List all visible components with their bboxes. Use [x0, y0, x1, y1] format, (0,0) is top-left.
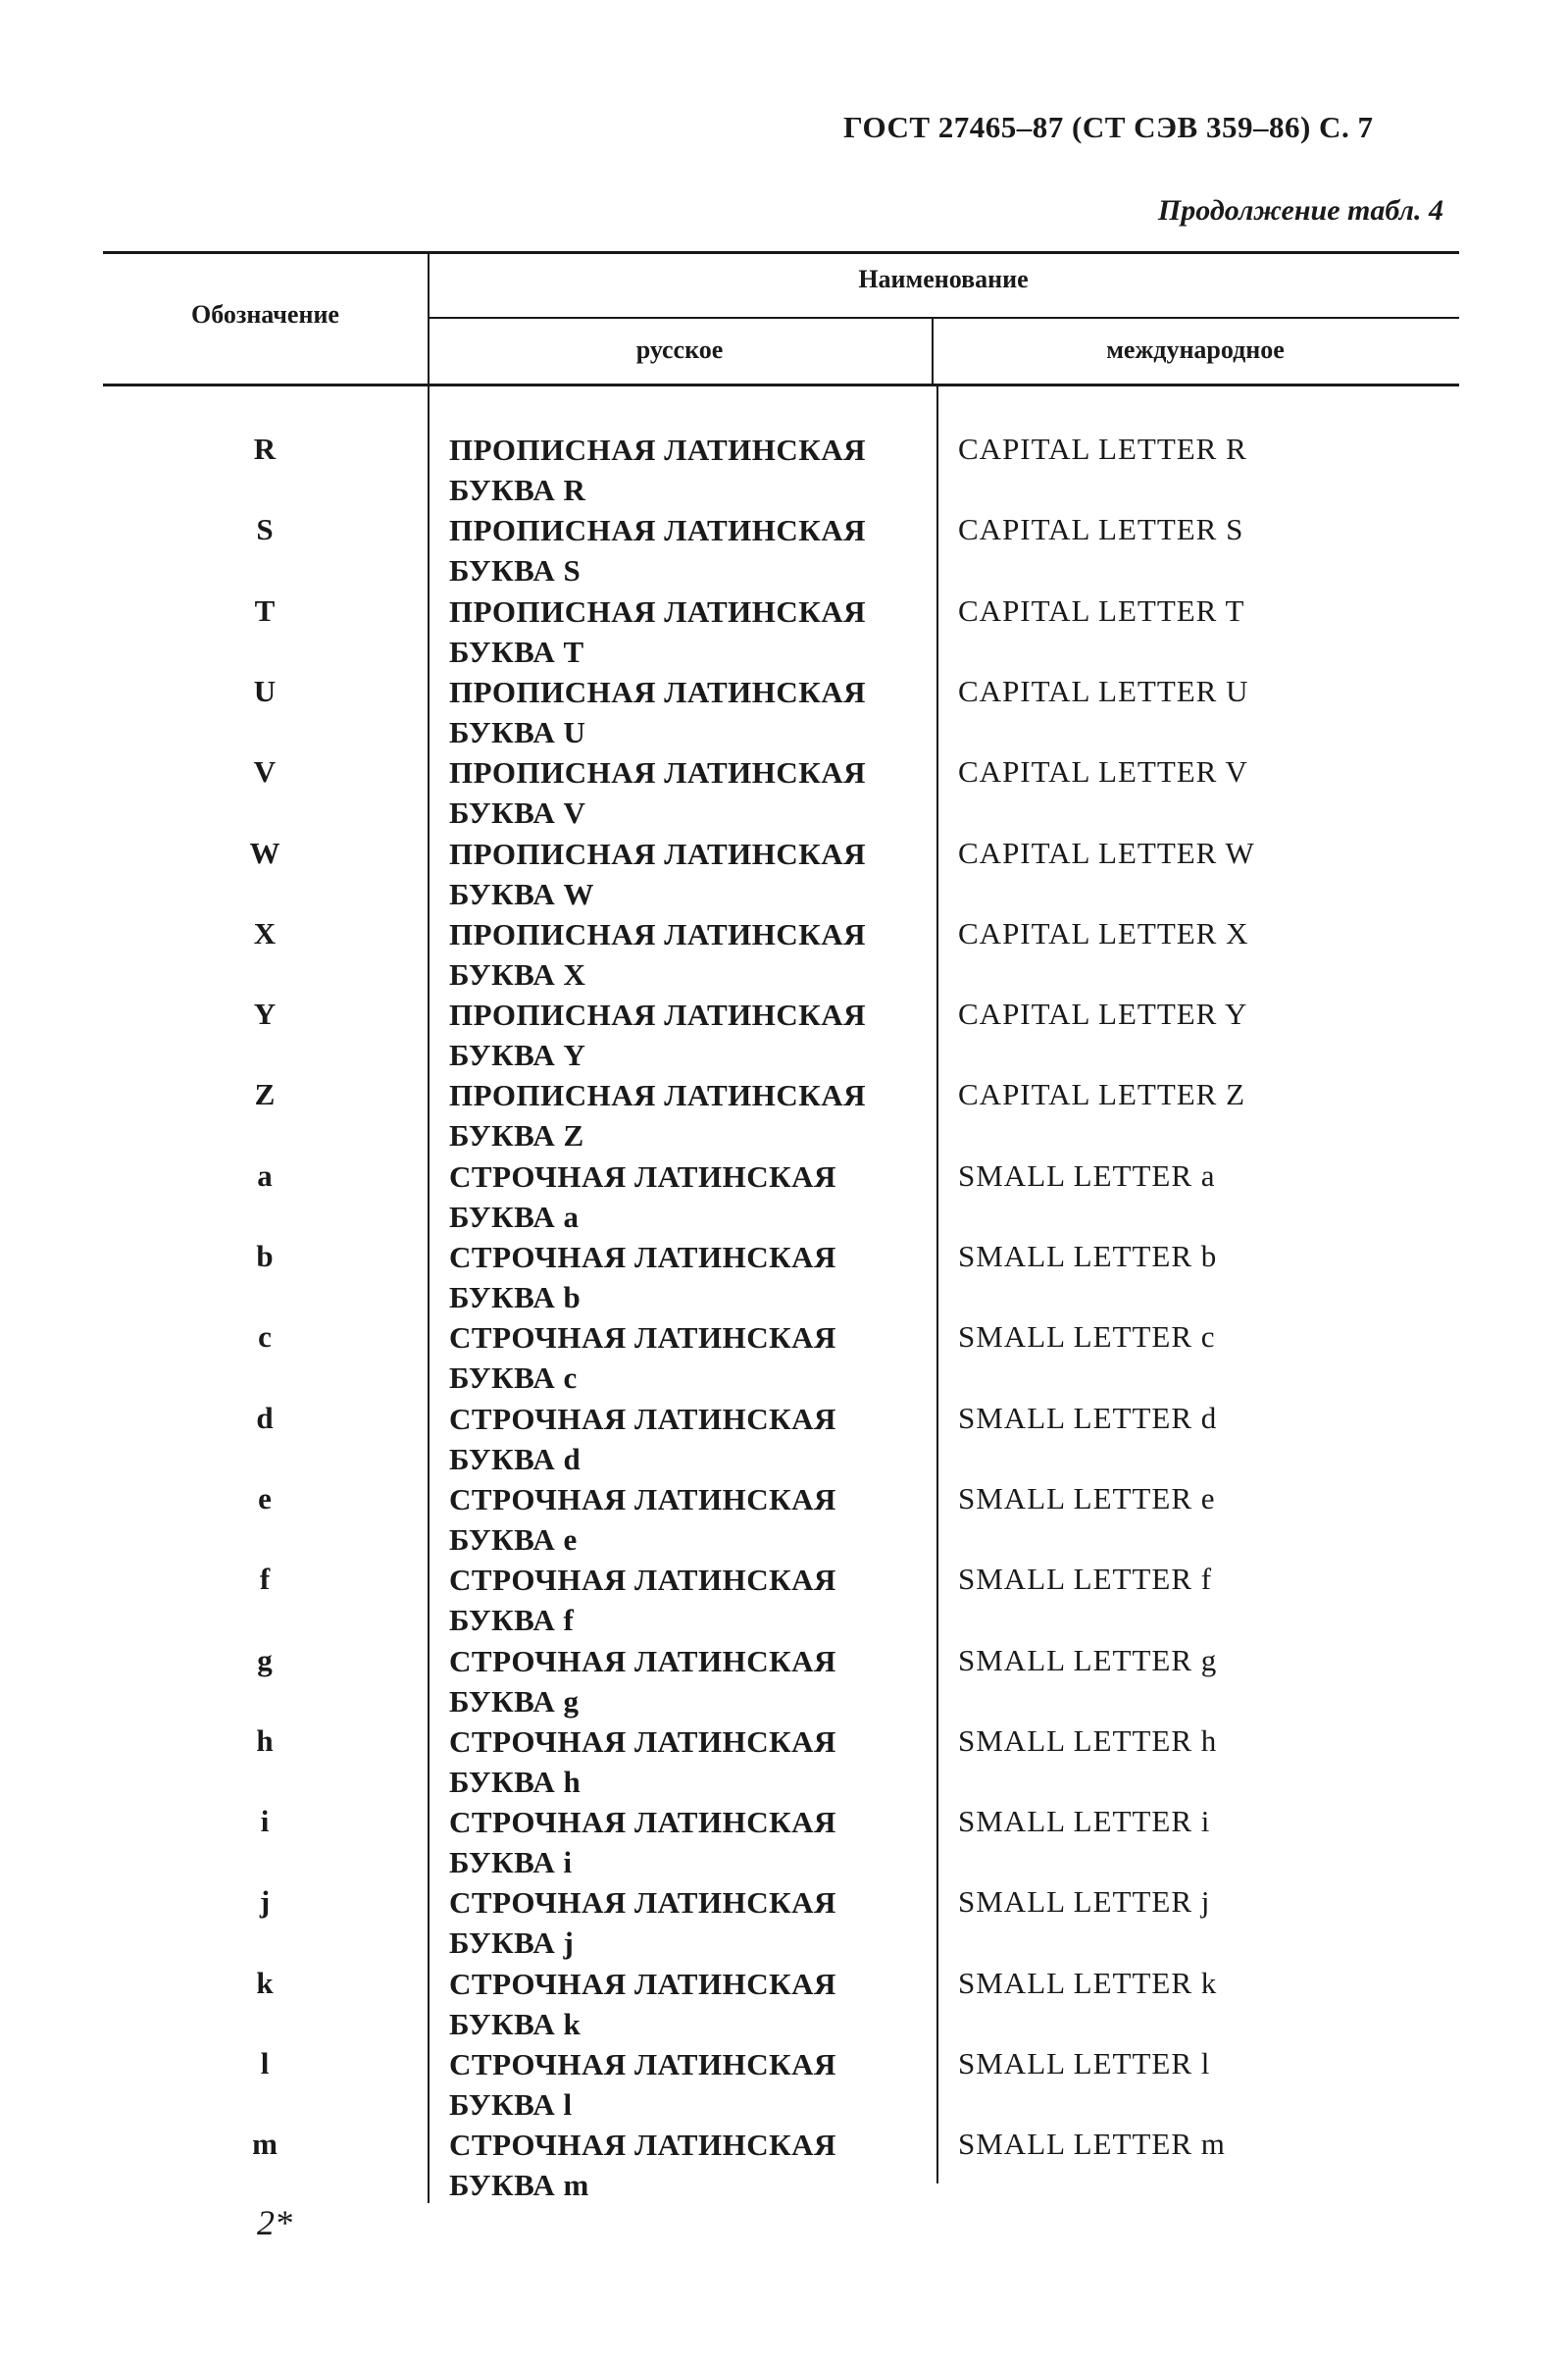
row-international-name: SMALL LETTER g	[958, 1643, 1218, 1677]
row-symbol: j	[259, 1884, 271, 1919]
row-symbol: W	[249, 836, 280, 870]
russian-name-line1: СТРОЧНАЯ ЛАТИНСКАЯ	[449, 2047, 836, 2081]
russian-name-line1: ПРОПИСНАЯ ЛАТИНСКАЯ	[449, 755, 867, 790]
russian-name-line2: БУКВА R	[449, 473, 586, 507]
russian-name-line2: БУКВА e	[449, 1522, 578, 1557]
row-russian-name	[449, 2044, 939, 2125]
row-international-name: SMALL LETTER k	[958, 1966, 1218, 2000]
russian-name-line1: ПРОПИСНАЯ ЛАТИНСКАЯ	[449, 675, 867, 709]
russian-name-line2: БУКВА S	[449, 553, 582, 588]
row-symbol: R	[253, 432, 277, 466]
row-symbol: V	[253, 754, 277, 789]
russian-name-line2: БУКВА l	[449, 2087, 573, 2122]
row-international-name: CAPITAL LETTER W	[958, 836, 1255, 870]
russian-name-line2: БУКВА Z	[449, 1118, 584, 1153]
russian-name-line2: БУКВА g	[449, 1684, 580, 1719]
russian-name-line2: БУКВА W	[449, 877, 594, 911]
row-russian-name	[449, 1802, 939, 1882]
russian-name-line1: СТРОЧНАЯ ЛАТИНСКАЯ	[449, 1402, 836, 1436]
row-international-name: SMALL LETTER e	[958, 1481, 1216, 1515]
row-symbol: d	[256, 1401, 274, 1435]
russian-name-line1: СТРОЧНАЯ ЛАТИНСКАЯ	[449, 1482, 836, 1516]
row-symbol: U	[253, 674, 277, 708]
row-international-name: CAPITAL LETTER U	[958, 674, 1249, 708]
row-international-name: CAPITAL LETTER S	[958, 512, 1244, 546]
russian-name-line1: ПРОПИСНАЯ ЛАТИНСКАЯ	[449, 594, 867, 629]
row-russian-name	[449, 1075, 939, 1155]
row-russian-name	[449, 510, 939, 590]
row-russian-name	[449, 1882, 939, 1963]
russian-name-line1: ПРОПИСНАЯ ЛАТИНСКАЯ	[449, 917, 867, 951]
row-symbol: h	[256, 1723, 274, 1758]
russian-name-line1: ПРОПИСНАЯ ЛАТИНСКАЯ	[449, 837, 867, 871]
russian-name-line2: БУКВА j	[449, 1926, 575, 1960]
row-russian-name	[449, 1156, 939, 1237]
russian-name-line2: БУКВА i	[449, 1845, 573, 1879]
russian-name-line1: СТРОЧНАЯ ЛАТИНСКАЯ	[449, 2128, 836, 2162]
row-symbol: i	[260, 1804, 270, 1838]
russian-name-line2: БУКВА X	[449, 957, 586, 992]
russian-name-line2: БУКВА f	[449, 1603, 575, 1637]
russian-name-line1: СТРОЧНАЯ ЛАТИНСКАЯ	[449, 1320, 836, 1355]
row-symbol: e	[258, 1481, 272, 1515]
russian-name-line1: ПРОПИСНАЯ ЛАТИНСКАЯ	[449, 433, 867, 467]
russian-name-line2: БУКВА k	[449, 2007, 582, 2041]
row-russian-name	[449, 2125, 939, 2205]
row-international-name: SMALL LETTER h	[958, 1723, 1218, 1758]
row-international-name: SMALL LETTER f	[958, 1562, 1213, 1596]
row-international-name: CAPITAL LETTER R	[958, 432, 1247, 466]
row-russian-name	[449, 1317, 939, 1398]
russian-name-line1: СТРОЧНАЯ ЛАТИНСКАЯ	[449, 1159, 836, 1194]
footnote: 2*	[257, 2203, 292, 2242]
row-russian-name	[449, 1721, 939, 1802]
russian-name-line1: СТРОЧНАЯ ЛАТИНСКАЯ	[449, 1563, 836, 1597]
row-symbol: m	[252, 2127, 278, 2161]
row-russian-name	[449, 995, 939, 1075]
russian-name-line1: ПРОПИСНАЯ ЛАТИНСКАЯ	[449, 513, 867, 547]
row-russian-name	[449, 1399, 939, 1479]
row-international-name: CAPITAL LETTER X	[958, 916, 1249, 950]
row-international-name: SMALL LETTER j	[958, 1884, 1211, 1919]
header-name-group: Наименование	[858, 265, 1029, 293]
row-international-name: SMALL LETTER m	[958, 2127, 1226, 2161]
row-russian-name	[449, 914, 939, 995]
row-international-name: CAPITAL LETTER Y	[958, 997, 1248, 1031]
row-symbol: g	[257, 1643, 273, 1677]
header-symbol: Обозначение	[191, 300, 339, 329]
row-international-name: SMALL LETTER b	[958, 1239, 1218, 1273]
header-international: международное	[1106, 335, 1285, 364]
row-russian-name	[449, 752, 939, 833]
row-international-name: CAPITAL LETTER Z	[958, 1077, 1246, 1111]
row-international-name: CAPITAL LETTER V	[958, 754, 1248, 789]
row-russian-name	[449, 430, 939, 510]
row-russian-name	[449, 1237, 939, 1317]
row-symbol: S	[256, 512, 274, 546]
row-international-name: SMALL LETTER c	[958, 1319, 1216, 1354]
row-russian-name	[449, 672, 939, 752]
russian-name-line2: БУКВА c	[449, 1361, 578, 1395]
row-russian-name	[449, 834, 939, 914]
row-russian-name	[449, 1479, 939, 1560]
russian-name-line1: СТРОЧНАЯ ЛАТИНСКАЯ	[449, 1724, 836, 1759]
row-international-name: SMALL LETTER d	[958, 1401, 1218, 1435]
russian-name-line2: БУКВА d	[449, 1442, 582, 1476]
header-bottom-rule	[103, 384, 1459, 386]
row-symbol: Y	[253, 997, 277, 1031]
row-russian-name	[449, 591, 939, 672]
russian-name-line2: БУКВА a	[449, 1200, 580, 1234]
row-symbol: X	[253, 916, 277, 950]
table-top-rule	[103, 251, 1459, 254]
row-russian-name	[449, 1560, 939, 1640]
row-symbol: f	[259, 1562, 271, 1596]
row-symbol: a	[257, 1158, 273, 1193]
russian-name-line2: БУКВА m	[449, 2168, 589, 2202]
russian-name-line1: ПРОПИСНАЯ ЛАТИНСКАЯ	[449, 1078, 867, 1112]
row-russian-name	[449, 1964, 939, 2044]
russian-name-line2: БУКВА U	[449, 715, 586, 749]
column-divider-left	[428, 251, 430, 2203]
russian-name-line1: СТРОЧНАЯ ЛАТИНСКАЯ	[449, 1967, 836, 2001]
russian-name-line2: БУКВА b	[449, 1280, 582, 1314]
russian-name-line1: СТРОЧНАЯ ЛАТИНСКАЯ	[449, 1885, 836, 1920]
row-international-name: SMALL LETTER a	[958, 1158, 1216, 1193]
row-symbol: T	[254, 593, 276, 628]
row-symbol: b	[256, 1239, 274, 1273]
russian-name-line2: БУКВА h	[449, 1765, 582, 1799]
russian-name-line2: БУКВА T	[449, 635, 584, 669]
row-symbol: k	[256, 1966, 274, 2000]
row-international-name: SMALL LETTER l	[958, 2046, 1211, 2080]
russian-name-line1: СТРОЧНАЯ ЛАТИНСКАЯ	[449, 1240, 836, 1274]
row-symbol: c	[258, 1319, 272, 1354]
russian-name-line1: СТРОЧНАЯ ЛАТИНСКАЯ	[449, 1805, 836, 1839]
group-header-rule	[428, 317, 1459, 319]
russian-name-line1: ПРОПИСНАЯ ЛАТИНСКАЯ	[449, 998, 867, 1032]
russian-name-line1: СТРОЧНАЯ ЛАТИНСКАЯ	[449, 1644, 836, 1678]
row-russian-name	[449, 1641, 939, 1721]
continuation-label: Продолжение табл. 4	[1157, 194, 1443, 227]
page-header: ГОСТ 27465–87 (СТ СЭВ 359–86) С. 7	[843, 110, 1374, 144]
russian-name-line2: БУКВА V	[449, 796, 586, 830]
russian-name-line2: БУКВА Y	[449, 1038, 586, 1072]
header-russian: русское	[635, 335, 724, 364]
row-international-name: SMALL LETTER i	[958, 1804, 1211, 1838]
row-symbol: l	[260, 2046, 270, 2080]
row-international-name: CAPITAL LETTER T	[958, 593, 1245, 628]
row-symbol: Z	[254, 1077, 276, 1111]
